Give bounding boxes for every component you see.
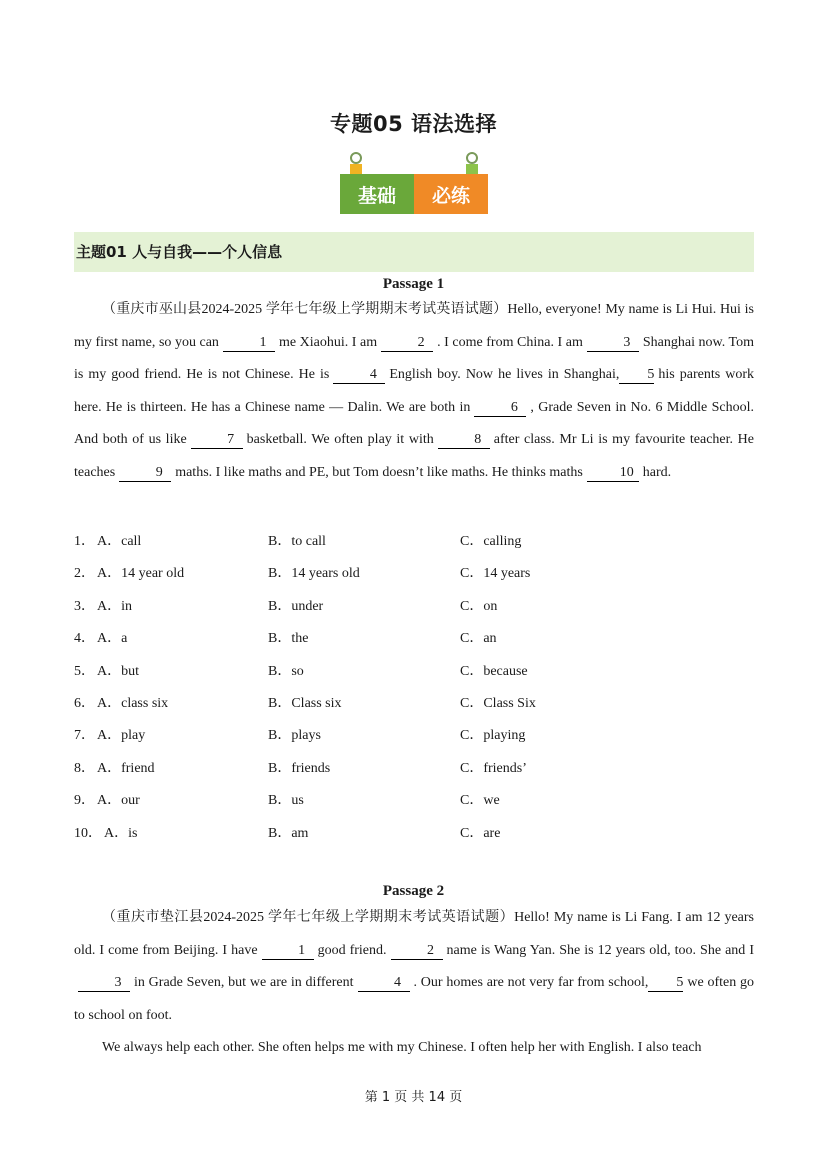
option-b[interactable]: B．to call (268, 534, 326, 549)
question-number: 9． (74, 793, 95, 809)
option-b[interactable]: B．the (268, 631, 309, 647)
passage-1-title: Passage 1 (382, 276, 445, 292)
option-c[interactable]: C．14 years (460, 566, 531, 582)
option-c[interactable]: C．are (460, 825, 501, 841)
answer-blank[interactable]: 8 (438, 432, 490, 449)
badge-right-label: 必练 (414, 174, 488, 214)
passage-2-paragraph-2: We always help each other. She often helps me with my Chinese. I often help her with English. I also teach (102, 1040, 702, 1055)
option-a[interactable]: A．class six (97, 696, 169, 711)
option-b[interactable]: B．Class six (268, 696, 342, 711)
answer-blank[interactable]: 6 (474, 400, 526, 417)
answer-blank[interactable]: 7 (191, 432, 243, 449)
option-c[interactable]: C．calling (460, 534, 522, 549)
option-b[interactable]: B．us (268, 793, 304, 809)
option-a[interactable]: A．is (104, 825, 138, 841)
answer-blank[interactable]: 4 (333, 367, 385, 384)
option-a[interactable]: A．a (97, 631, 128, 647)
option-c[interactable]: C．on (460, 598, 498, 614)
option-a[interactable]: A．our (97, 793, 140, 809)
answer-blank[interactable]: 2 (381, 335, 433, 352)
passage-1-body: （重庆市巫山县2024-2025 学年七年级上学期期末考试英语试题）Hello, everyone! My name is Li Hui. Hui is my first name, so you can 1 me Xiaohui. I am 2 . I come from China. I am 3 Shanghai now. Tom is my good friend. He is not Chinese. He is 4 English boy. Now he lives in Shanghai, 5 his parents work here. He is thirteen. He has a Chinese name — Dalin. We are both in 6 , Grade Seven in No. 6 Middle School. And both of us like 7 basketball. We often play it with 8 after class. Mr Li is my favourite teacher. He teaches 9 maths. I like maths and PE, but Tom doesn’t like maths. He thinks maths 10 hard. (74, 302, 754, 480)
option-c[interactable]: C．Class Six (460, 696, 536, 711)
passage-2-body: （重庆市垫江县2024-2025 学年七年级上学期期末考试英语试题）Hello! My name is Li Fang. I am 12 years old. I come from Beijing. I have 1 good friend. 2 name is Wang Yan. She is 12 years old, too. She and I3 in Grade Seven, but we are in different 4 . Our homes are not very far from school, 5 we often go to school on foot. We always help each other. She often helps me with my Chinese. I often help her with English. I also teach (74, 902, 754, 1065)
question-number: 5． (74, 663, 95, 679)
answer-blank[interactable]: 3 (78, 975, 130, 992)
answer-blank[interactable]: 5 (648, 975, 683, 992)
question-row (74, 660, 754, 682)
question-number: 2． (74, 566, 95, 582)
question-number: 10． (74, 825, 102, 841)
passage-source: （重庆市巫山县2024-2025 学年七年级上学期期末考试英语试题） (102, 302, 508, 317)
option-b[interactable]: B．under (268, 598, 324, 614)
question-number: 4． (74, 631, 95, 647)
answer-blank[interactable]: 5 (619, 367, 654, 384)
option-c[interactable]: C．friends’ (460, 760, 527, 776)
question-row (74, 530, 754, 552)
question-row (74, 757, 754, 779)
answer-blank[interactable]: 3 (587, 335, 639, 352)
badge-left-label: 基础 (340, 174, 414, 214)
question-row (74, 627, 754, 649)
page-footer: 第 1 页 共 14 页 (364, 1090, 463, 1105)
option-c[interactable]: C．playing (460, 728, 526, 744)
answer-blank[interactable]: 2 (391, 943, 443, 960)
answer-blank[interactable]: 9 (119, 465, 171, 482)
question-row (74, 692, 754, 714)
answer-blank[interactable]: 4 (358, 975, 410, 992)
option-b[interactable]: B．14 years old (268, 566, 360, 582)
option-c[interactable]: C．because (460, 663, 528, 679)
option-c[interactable]: C．an (460, 631, 497, 647)
question-number: 3． (74, 598, 95, 614)
option-b[interactable]: B．so (268, 663, 304, 679)
question-row (74, 822, 754, 844)
option-a[interactable]: A．call (97, 534, 142, 549)
level-badge (340, 152, 488, 214)
option-a[interactable]: A．in (97, 598, 132, 614)
option-a[interactable]: A．but (97, 663, 139, 679)
option-a[interactable]: A．play (97, 728, 146, 744)
answer-blank[interactable]: 1 (262, 943, 314, 960)
question-row (74, 724, 754, 746)
passage-source: （重庆市垫江县2024-2025 学年七年级上学期期末考试英语试题） (102, 910, 515, 925)
question-row (74, 789, 754, 811)
question-number: 1． (74, 534, 95, 549)
option-a[interactable]: A．14 year old (97, 566, 185, 582)
page-title: 专题05 语法选择 (329, 112, 498, 136)
passage-2-title: Passage 2 (382, 883, 445, 899)
option-b[interactable]: B．am (268, 825, 309, 841)
topic-heading: 主题01 人与自我——个人信息 (74, 232, 754, 272)
question-row (74, 562, 754, 584)
question-number: 8． (74, 760, 95, 776)
option-b[interactable]: B．friends (268, 760, 331, 776)
question-number: 7． (74, 728, 95, 744)
question-row (74, 595, 754, 617)
option-a[interactable]: A．friend (97, 760, 155, 776)
option-c[interactable]: C．we (460, 793, 500, 809)
answer-blank[interactable]: 10 (587, 465, 639, 482)
answer-blank[interactable]: 1 (223, 335, 275, 352)
question-number: 6． (74, 696, 95, 711)
option-b[interactable]: B．plays (268, 728, 321, 744)
